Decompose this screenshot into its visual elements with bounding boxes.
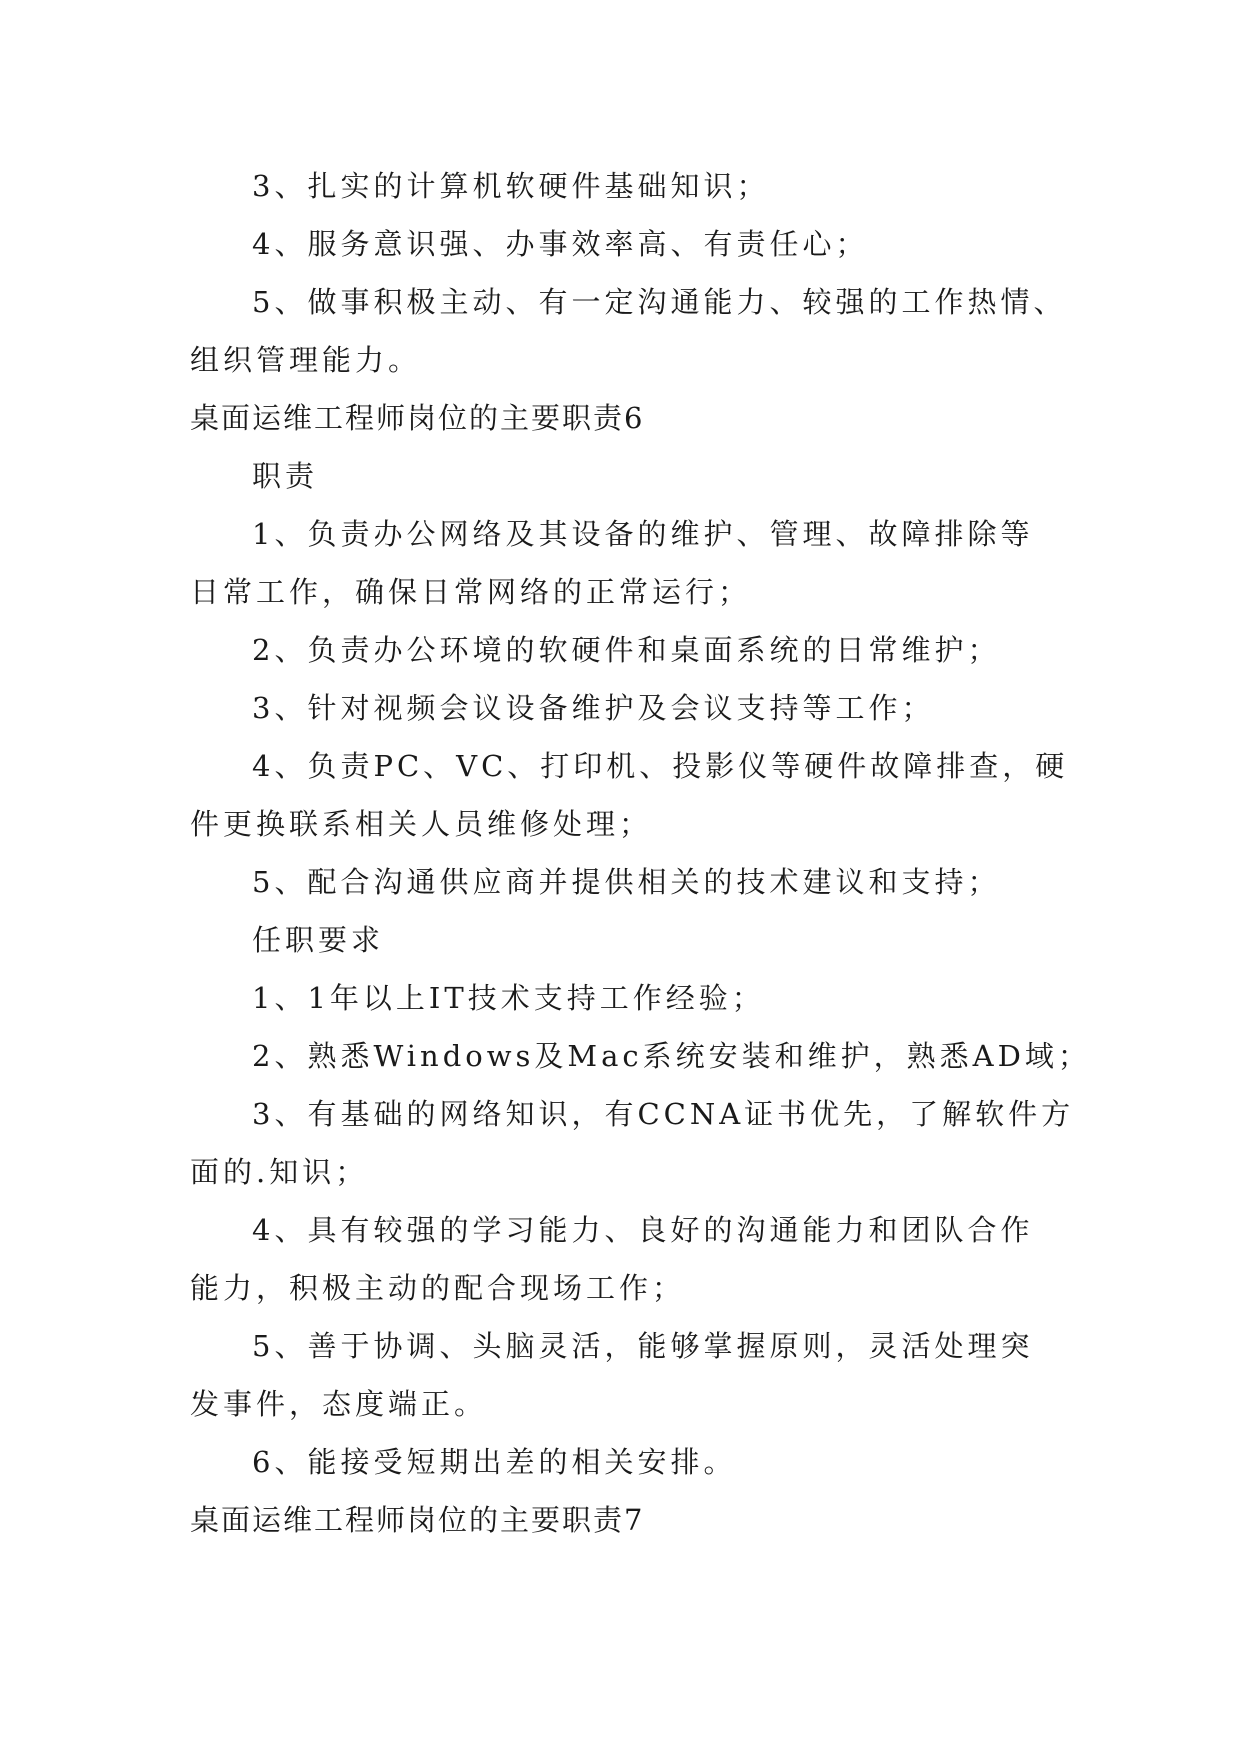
paragraph-line: 5、善于协调、头脑灵活，能够掌握原则，灵活处理突 [252, 1329, 1034, 1363]
paragraph-line: 5、配合沟通供应商并提供相关的技术建议和支持； [252, 865, 1001, 899]
paragraph-continuation: 日常工作，确保日常网络的正常运行； [190, 575, 752, 609]
paragraph-line: 4、负责PC、VC、打印机、投影仪等硬件故障排查，硬 [252, 749, 1069, 783]
paragraph-line: 5、做事积极主动、有一定沟通能力、较强的工作热情、 [252, 285, 1067, 319]
paragraph-continuation: 件更换联系相关人员维修处理； [190, 807, 653, 841]
document-page [190, 157, 1091, 1549]
paragraph-line: 2、负责办公环境的软硬件和桌面系统的日常维护； [252, 633, 1001, 667]
paragraph-line: 3、扎实的计算机软硬件基础知识； [252, 169, 770, 203]
paragraph-line: 3、针对视频会议设备维护及会议支持等工作； [252, 691, 935, 725]
paragraph-continuation: 发事件，态度端正。 [190, 1387, 488, 1421]
paragraph-line: 1、负责办公网络及其设备的维护、管理、故障排除等 [252, 517, 1034, 551]
paragraph-continuation: 组织管理能力。 [190, 343, 422, 377]
paragraph-line: 4、具有较强的学习能力、良好的沟通能力和团队合作 [252, 1213, 1034, 1247]
paragraph-continuation: 面的.知识； [190, 1155, 369, 1189]
paragraph-continuation: 能力，积极主动的配合现场工作； [190, 1271, 686, 1305]
subheading: 任职要求 [252, 923, 385, 957]
section-heading: 桌面运维工程师岗位的主要职责6 [190, 401, 645, 435]
paragraph-line: 1、1年以上IT技术支持工作经验； [252, 981, 765, 1015]
section-heading: 桌面运维工程师岗位的主要职责7 [190, 1503, 645, 1537]
paragraph-line: 6、能接受短期出差的相关安排。 [252, 1445, 737, 1479]
paragraph-line: 2、熟悉Windows及Mac系统安装和维护，熟悉AD域； [252, 1039, 1091, 1073]
paragraph-line: 4、服务意识强、办事效率高、有责任心； [252, 227, 869, 261]
paragraph-line: 3、有基础的网络知识，有CCNA证书优先，了解软件方 [252, 1097, 1075, 1131]
subheading: 职责 [252, 459, 319, 493]
